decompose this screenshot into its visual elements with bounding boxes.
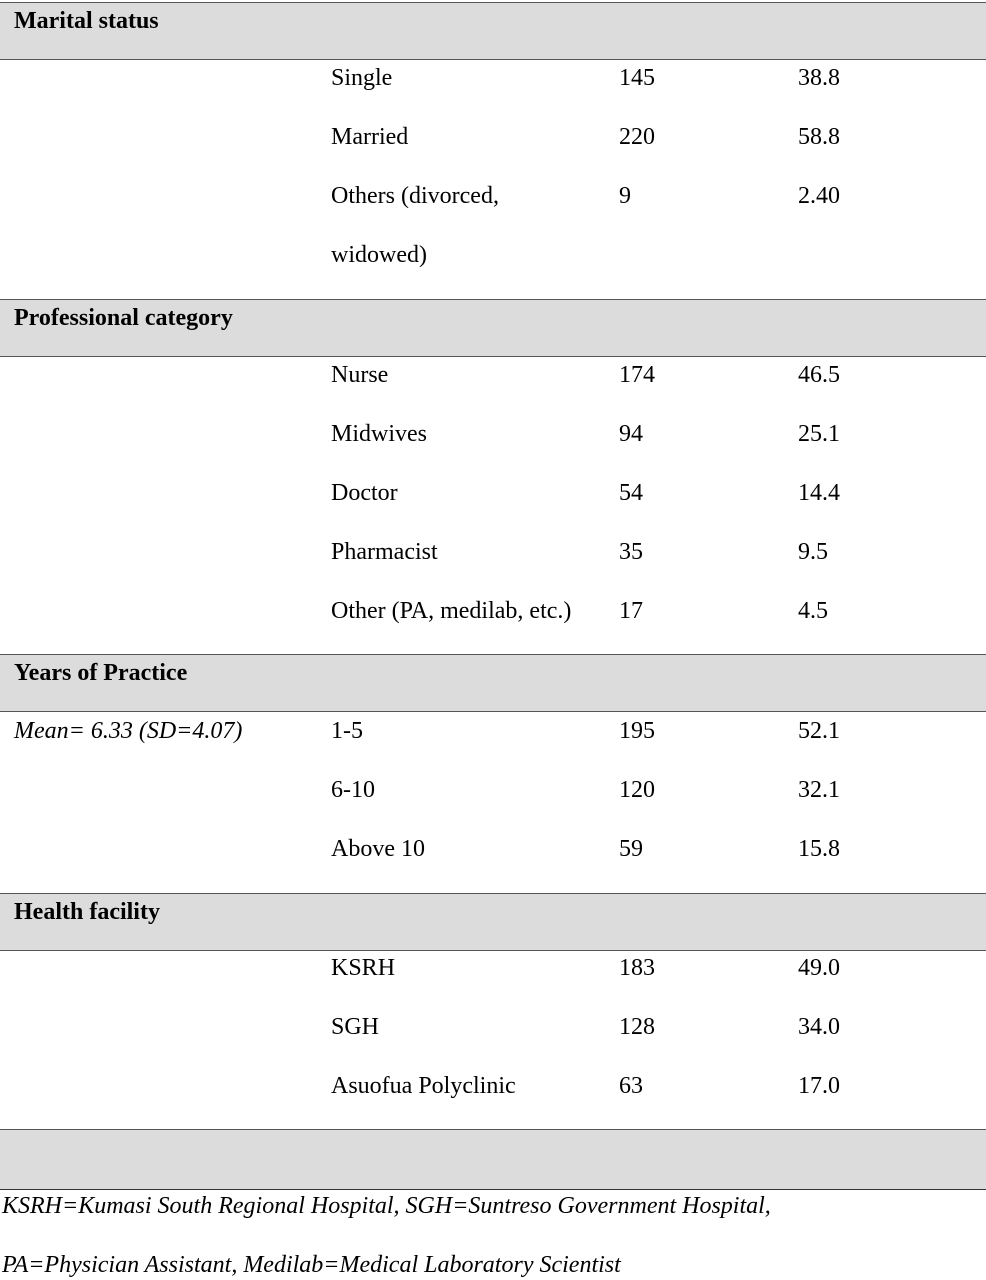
section-title: Years of Practice (14, 660, 188, 686)
row-percent: 14.4 (798, 480, 840, 506)
row-label: Nurse (331, 362, 389, 388)
row-percent: 25.1 (798, 421, 840, 447)
row-count: 220 (619, 124, 655, 150)
row-count: 195 (619, 718, 655, 744)
row-count: 17 (619, 598, 643, 624)
row-count: 9 (619, 183, 631, 209)
row-count: 183 (619, 955, 655, 981)
section-title: Professional category (14, 305, 233, 331)
row-label: Midwives (331, 421, 427, 447)
section-header-health-facility (0, 893, 986, 951)
row-percent: 58.8 (798, 124, 840, 150)
mean-sd-note: Mean= 6.33 (SD=4.07) (14, 718, 243, 744)
row-count: 94 (619, 421, 643, 447)
row-label: KSRH (331, 955, 396, 981)
row-count: 120 (619, 777, 655, 803)
row-percent: 46.5 (798, 362, 840, 388)
section-title: Marital status (14, 8, 159, 34)
row-label-continued: widowed) (331, 242, 427, 268)
footnote: PA=Physician Assistant, Medilab=Medical Laboratory Scientist (2, 1252, 621, 1278)
row-percent: 32.1 (798, 777, 840, 803)
row-label: SGH (331, 1014, 380, 1040)
row-label: Married (331, 124, 409, 150)
row-count: 128 (619, 1014, 655, 1040)
row-count: 35 (619, 539, 643, 565)
row-label: Others (divorced, (331, 183, 499, 209)
row-percent: 52.1 (798, 718, 840, 744)
footnote: KSRH=Kumasi South Regional Hospital, SGH=Suntreso Government Hospital, (2, 1193, 771, 1219)
row-percent: 49.0 (798, 955, 840, 981)
row-count: 59 (619, 836, 643, 862)
table-end-bar (0, 1129, 986, 1190)
row-percent: 17.0 (798, 1073, 840, 1099)
row-label: Asuofua Polyclinic (331, 1073, 516, 1099)
row-count: 63 (619, 1073, 643, 1099)
row-count: 145 (619, 65, 655, 91)
row-label: Single (331, 65, 393, 91)
row-count: 54 (619, 480, 643, 506)
row-label: 6-10 (331, 777, 375, 803)
row-percent: 9.5 (798, 539, 828, 565)
row-label: Pharmacist (331, 539, 438, 565)
row-percent: 2.40 (798, 183, 840, 209)
section-header-marital-status (0, 2, 986, 60)
row-percent: 15.8 (798, 836, 840, 862)
section-header-professional-category (0, 299, 986, 357)
row-percent: 4.5 (798, 598, 828, 624)
row-count: 174 (619, 362, 655, 388)
row-label: 1-5 (331, 718, 363, 744)
row-percent: 34.0 (798, 1014, 840, 1040)
section-title: Health facility (14, 899, 160, 925)
row-label: Above 10 (331, 836, 425, 862)
row-percent: 38.8 (798, 65, 840, 91)
section-header-years-of-practice (0, 654, 986, 712)
row-label: Doctor (331, 480, 398, 506)
row-label: Other (PA, medilab, etc.) (331, 598, 572, 624)
